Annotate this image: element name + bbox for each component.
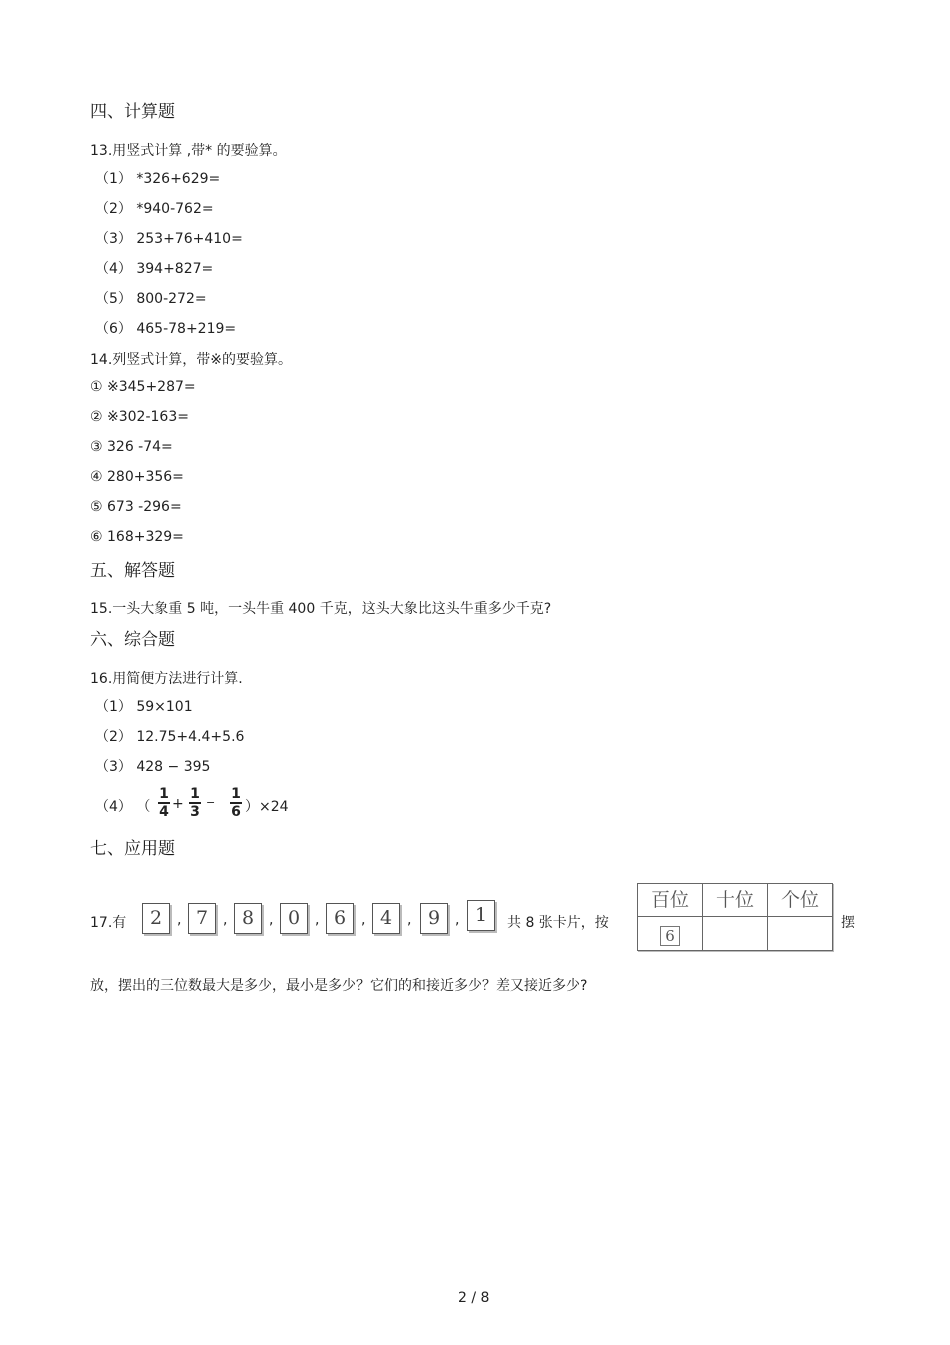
number-card: 4 xyxy=(372,903,400,934)
card-separator: , xyxy=(455,912,460,928)
q13-item: （1） *326+629= xyxy=(95,171,221,187)
fraction-one-third: 1 3 xyxy=(190,786,200,820)
q13-item: （5） 800-272= xyxy=(95,291,207,307)
cell-tens xyxy=(703,917,768,950)
place-value-table xyxy=(637,883,833,951)
number-card: 7 xyxy=(188,903,216,934)
number-card: 6 xyxy=(326,903,354,934)
minus-operator: − xyxy=(206,796,216,809)
q16-item4-suffix: ）×24 xyxy=(245,799,289,815)
question-16-title: 16.用简便方法进行计算. xyxy=(90,671,243,687)
fraction-one-sixth: 1 6 xyxy=(231,786,241,820)
page-number: 2 / 8 xyxy=(458,1290,490,1306)
header-ones: 个位 xyxy=(768,884,832,917)
plus-operator: + xyxy=(172,796,184,812)
card-separator: , xyxy=(269,912,274,928)
header-tens: 十位 xyxy=(703,884,768,917)
section-heading-comprehensive: 六、综合题 xyxy=(90,630,175,650)
q16-item: （1） 59×101 xyxy=(95,699,193,715)
question-17-prefix: 17.有 xyxy=(90,915,127,931)
question-17-after-table: 摆 xyxy=(841,915,855,931)
q13-item: （2） *940-762= xyxy=(95,201,214,217)
q13-item: （6） 465-78+219= xyxy=(95,321,237,337)
card-separator: , xyxy=(177,912,182,928)
section-heading-calculation: 四、计算题 xyxy=(90,102,175,122)
hundreds-value-box: 6 xyxy=(660,926,680,946)
number-card: 8 xyxy=(234,903,262,934)
section-heading-application: 七、应用题 xyxy=(90,839,175,859)
q13-item: （3） 253+76+410= xyxy=(95,231,243,247)
q14-item: ② ※302-163= xyxy=(90,409,189,425)
q14-item: ⑥ 168+329= xyxy=(90,529,184,545)
question-14-title: 14.列竖式计算，带※的要验算。 xyxy=(90,352,292,368)
question-15-text: 15.一头大象重 5 吨，一头牛重 400 千克，这头大象比这头牛重多少千克? xyxy=(90,601,552,617)
q14-item: ③ 326 -74= xyxy=(90,439,173,455)
card-separator: , xyxy=(315,912,320,928)
q16-item: （3） 428 − 395 xyxy=(95,759,211,775)
q14-item: ⑤ 673 -296= xyxy=(90,499,182,515)
number-card: 9 xyxy=(420,903,448,934)
card-separator: , xyxy=(407,912,412,928)
question-13-title: 13.用竖式计算 ,带* 的要验算。 xyxy=(90,143,287,159)
question-17-line2: 放，摆出的三位数最大是多少，最小是多少？它们的和接近多少？差又接近多少? xyxy=(90,978,588,994)
q14-item: ① ※345+287= xyxy=(90,379,196,395)
number-card: 0 xyxy=(280,903,308,934)
header-hundreds: 百位 xyxy=(638,884,703,917)
q16-item4-prefix: （4） （ xyxy=(95,799,151,815)
q14-item: ④ 280+356= xyxy=(90,469,184,485)
fraction-one-quarter: 1 4 xyxy=(159,786,169,820)
card-separator: , xyxy=(223,912,228,928)
number-card: 1 xyxy=(467,900,495,931)
section-heading-answer: 五、解答题 xyxy=(90,561,175,581)
question-17-middle: 共 8 张卡片，按 xyxy=(507,915,609,931)
card-separator: , xyxy=(361,912,366,928)
q13-item: （4） 394+827= xyxy=(95,261,214,277)
q16-item: （2） 12.75+4.4+5.6 xyxy=(95,729,245,745)
number-card: 2 xyxy=(142,903,170,934)
